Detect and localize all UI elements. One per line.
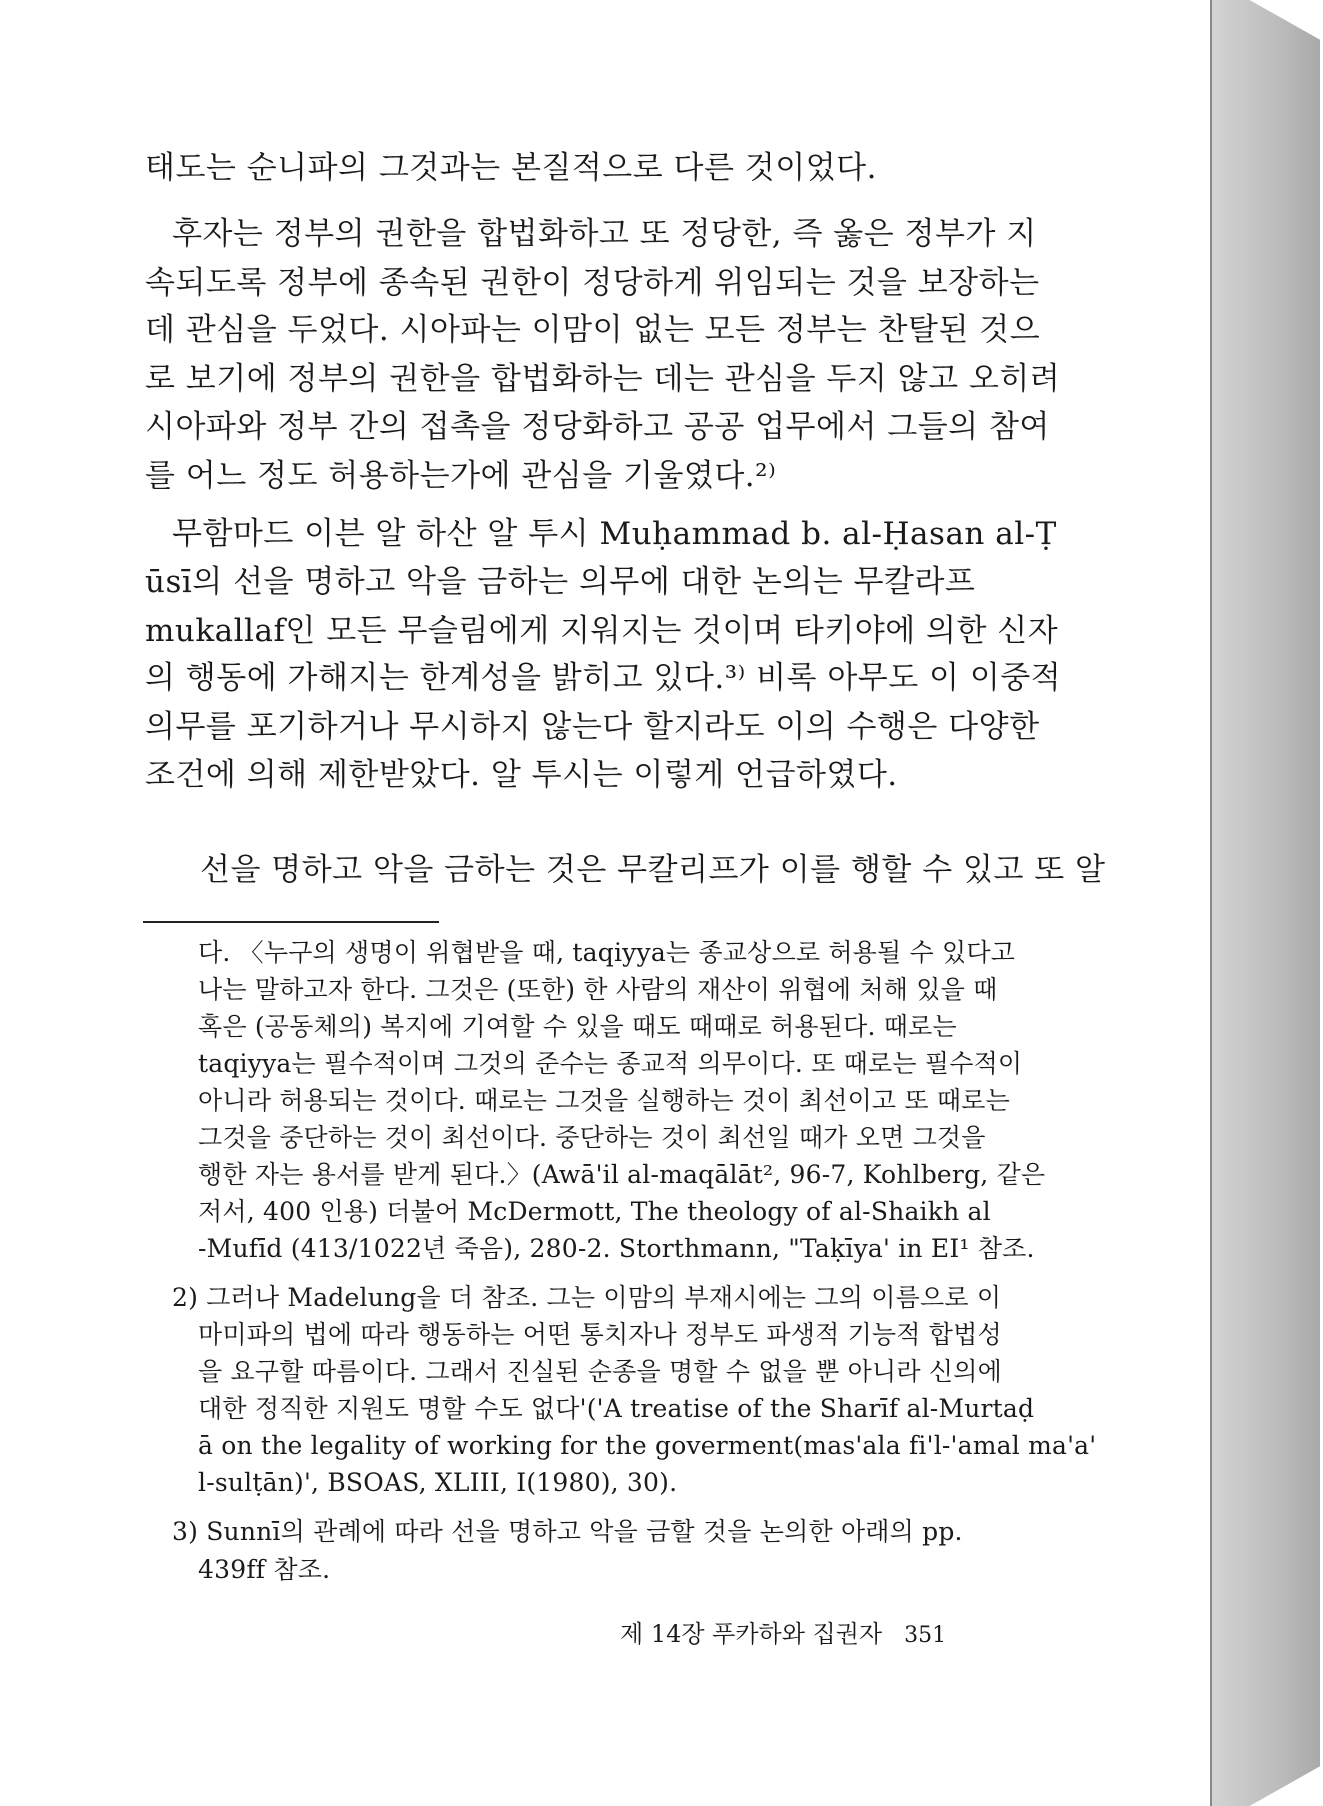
footnote-2-line: 2) 그러나 Madelung을 더 참조. 그는 이맘의 부재시에는 그의 이름으로 이 [172, 1283, 1002, 1312]
footnote-line: ā on the legality of working for the goverment(mas'ala fi'l-'amal ma'a' [198, 1431, 1097, 1460]
body-line: mukallaf인 모든 무슬림에게 지워지는 것이며 타키야에 의한 신자 [145, 613, 1059, 649]
body-line: 데 관심을 두었다. 시아파는 이맘이 없는 모든 정부는 찬탈된 것으 [145, 312, 1041, 348]
footnote-line: 마미파의 법에 따라 행동하는 어떤 통치자나 정부도 파생적 기능적 합법성 [198, 1320, 1002, 1349]
footnote-line: 나는 말하고자 한다. 그것은 (또한) 한 사람의 재산이 위협에 처해 있을 때 [198, 975, 998, 1004]
body-line: 무함마드 이븐 알 하산 알 투시 Muḥammad b. al-Ḥasan al-Ṭ [172, 516, 1057, 552]
page-stack-edge [1210, 0, 1320, 1806]
footnote-line: 행한 자는 용서를 받게 된다.〉(Awā'il al-maqālāt², 96-7, Kohlberg, 같은 [198, 1160, 1046, 1189]
body-line: 를 어느 정도 허용하는가에 관심을 기울였다.²⁾ [145, 458, 777, 494]
footnote-line: 다. 〈누구의 생명이 위협받을 때, taqiyya는 종교상으로 허용될 수 있다고 [198, 938, 1016, 967]
body-line: 조건에 의해 제한받았다. 알 투시는 이렇게 언급하였다. [145, 757, 898, 793]
body-line: 후자는 정부의 권한을 합법화하고 또 정당한, 즉 옳은 정부가 지 [172, 216, 1037, 252]
page-edge-line [1210, 0, 1212, 1806]
body-line: 태도는 순니파의 그것과는 본질적으로 다른 것이었다. [145, 150, 877, 186]
footnote-line: 대한 정직한 지원도 명할 수도 없다'('A treatise of the Sharīf al-Murtaḍ [198, 1394, 1035, 1423]
footnote-line: 혹은 (공동체의) 복지에 기여할 수 있을 때도 때때로 허용된다. 때로는 [198, 1012, 957, 1041]
body-line: ūsī의 선을 명하고 악을 금하는 의무에 대한 논의는 무칼라프 [145, 564, 976, 600]
footnote-line: 아니라 허용되는 것이다. 때로는 그것을 실행하는 것이 최선이고 또 때로는 [198, 1086, 1010, 1115]
footnote-line: l-sulṭān)', BSOAS, XLIII, I(1980), 30). [198, 1468, 678, 1497]
body-line: 속되도록 정부에 종속된 권한이 정당하게 위임되는 것을 보장하는 [145, 265, 1040, 301]
chapter-title: 제 14장 푸카하와 집권자 [620, 1620, 883, 1648]
quote-line: 선을 명하고 악을 금하는 것은 무칼리프가 이를 행할 수 있고 또 알 [200, 852, 1106, 888]
running-footer [620, 1617, 946, 1653]
footnote-line: 저서, 400 인용) 더불어 McDermott, The theology of al-Shaikh al [198, 1197, 991, 1226]
footnote-3-line: 3) Sunnī의 관례에 따라 선을 명하고 악을 금할 것을 논의한 아래의 pp. [172, 1517, 963, 1546]
body-line: 의 행동에 가해지는 한계성을 밝히고 있다.³⁾ 비록 아무도 이 이중적 [145, 660, 1062, 696]
footnote-divider [143, 921, 439, 923]
body-line: 의무를 포기하거나 무시하지 않는다 할지라도 이의 수행은 다양한 [145, 709, 1040, 745]
body-line: 로 보기에 정부의 권한을 합법화하는 데는 관심을 두지 않고 오히려 [145, 361, 1061, 397]
footnote-line: -Mufīd (413/1022년 죽음), 280-2. Storthmann, "Taḳīya' in EI¹ 참조. [198, 1234, 1035, 1263]
footnote-line: taqiyya는 필수적이며 그것의 준수는 종교적 의무이다. 또 때로는 필수적이 [198, 1049, 1023, 1078]
footnote-line: 을 요구할 따름이다. 그래서 진실된 순종을 명할 수 없을 뿐 아니라 신의에 [198, 1357, 1002, 1386]
footnote-line: 그것을 중단하는 것이 최선이다. 중단하는 것이 최선일 때가 오면 그것을 [198, 1123, 986, 1152]
page-number: 351 [904, 1623, 947, 1648]
body-line: 시아파와 정부 간의 접촉을 정당화하고 공공 업무에서 그들의 참여 [145, 409, 1050, 445]
footnote-line: 439ff 참조. [198, 1555, 331, 1584]
